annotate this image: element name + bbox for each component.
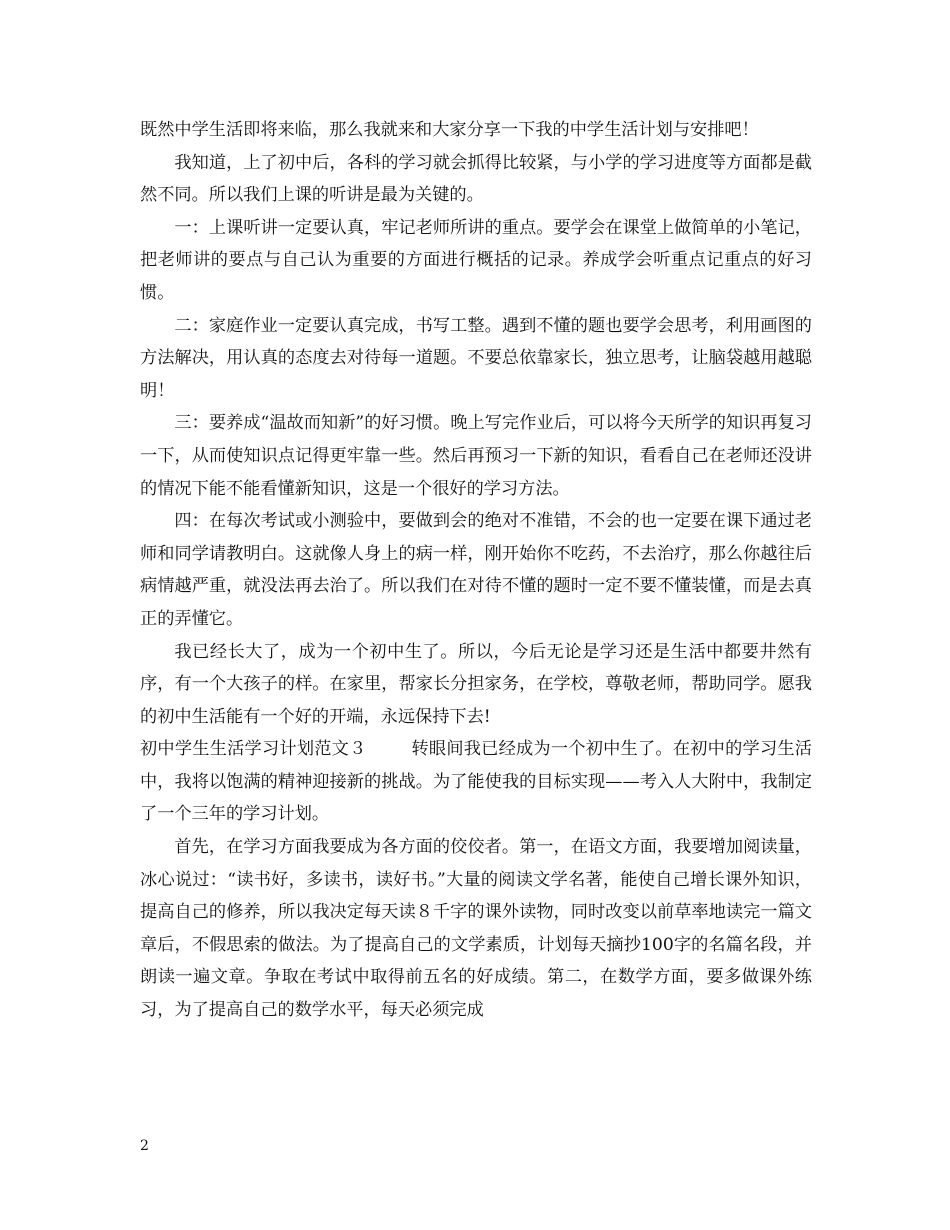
paragraph-intro: 既然中学生活即将来临，那么我就来和大家分享一下我的中学生活计划与安排吧！ — [140, 120, 759, 140]
document-body — [140, 114, 812, 1027]
paragraph-point-two: 二：家庭作业一定要认真完成，书写工整。遇到不懂的题也要学会思考，利用画图的方法解决，用认真的态度去对待每一道题。不要总依靠家长，独立思考，让脑袋越用越聪明！ — [140, 315, 812, 401]
section-paragraph — [140, 733, 812, 831]
paragraph-course-difference: 我知道，上了初中后，各科的学习就会抓得比较紧，与小学的学习进度等方面都是截然不同。所以我们上课的听讲是最为关键的。 — [140, 152, 812, 206]
paragraph-grown-up: 我已经长大了，成为一个初中生了。所以，今后无论是学习还是生活中都要井然有序，有一个大孩子的样。在家里，帮家长分担家务，在学校，尊敬老师，帮助同学。愿我的初中生活能有一个好的开端，永远保持下去! — [140, 641, 812, 727]
paragraph-study-plan: 首先，在学习方面我要成为各方面的佼佼者。第一，在语文方面，我要增加阅读量，冰心说过：“读书好，多读书，读好书。”大量的阅读文学名著，能使自己增长课外知识，提高自己的修养，所以我决定每天读８千字的课外读物，同时改变以前草率地读完一篇文章后，不假思索的做法。为了提高自己的文学素质，计划每天摘抄100字的名篇名段，并朗读一遍文章。争取在考试中取得前五名的好成绩。第二，在数学方面，要多做课外练习，为了提高自己的数学水平，每天必须完成 — [140, 837, 812, 1021]
paragraph-point-four: 四：在每次考试或小测验中，要做到会的绝对不准错，不会的也一定要在课下通过老师和同学请教明白。这就像人身上的病一样，刚开始你不吃药，不去治疗，那么你越往后病情越严重，就没法再去治了。所以我们在对待不懂的题时一定不要不懂装懂，而是去真正的弄懂它。 — [140, 511, 812, 629]
paragraph-point-three: 三：要养成“温故而知新”的好习惯。晚上写完作业后，可以将今天所学的知识再复习一下，从而使知识点记得更牢靠一些。然后再预习一下新的知识，看看自己在老师还没讲的情况下能不能看懂新知识，这是一个很好的学习方法。 — [140, 413, 812, 499]
section-title: 初中学生生活学习计划范文３ — [140, 739, 367, 760]
section-intro: 转眼间我已经成为一个初中生了。在初中的学习生活中，我将以饱满的精神迎接新的挑战。为了能使我的目标实现——考入人大附中，我制定了一个三年的学习计划。 — [140, 739, 812, 825]
page-number: 2 — [140, 1138, 149, 1154]
paragraph-point-one: 一：上课听讲一定要认真，牢记老师所讲的重点。要学会在课堂上做简单的小笔记，把老师讲的要点与自己认为重要的方面进行概括的记录。养成学会听重点记重点的好习惯。 — [140, 217, 812, 303]
